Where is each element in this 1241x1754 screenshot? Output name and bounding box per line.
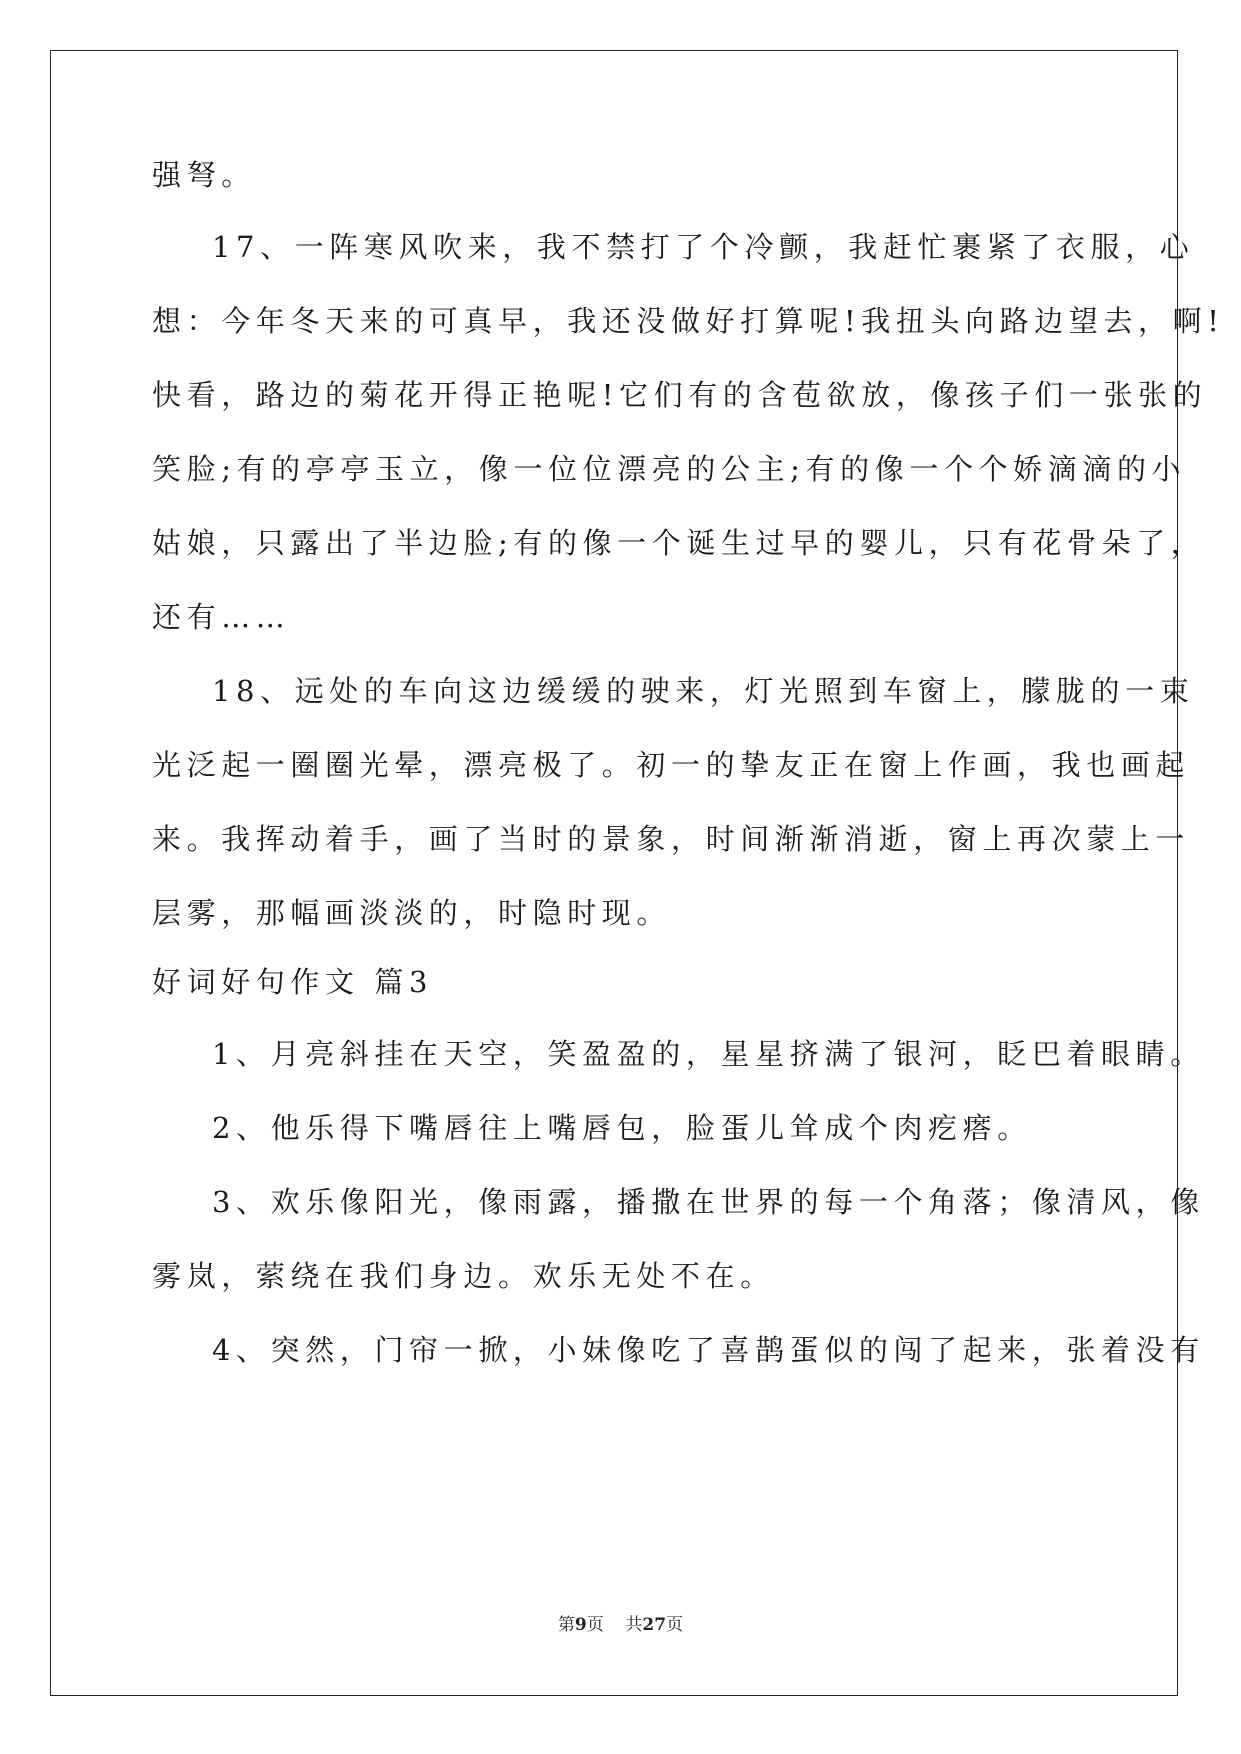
page-border xyxy=(50,50,1178,1696)
text-line: 1、月亮斜挂在天空，笑盈盈的，星星挤满了银河，眨巴着眼睛。 xyxy=(212,1037,1205,1071)
text-line: 17、一阵寒风吹来，我不禁打了个冷颤，我赶忙裹紧了衣服，心 xyxy=(212,230,1195,264)
page-footer xyxy=(0,1610,1241,1635)
text-line: 想：今年冬天来的可真早，我还没做好打算呢!我扭头向路边望去，啊! xyxy=(152,304,1225,338)
text-line: 2、他乐得下嘴唇往上嘴唇包，脸蛋儿耸成个肉疙瘩。 xyxy=(212,1111,1032,1145)
footer-page-mid: 页 共 xyxy=(586,1615,643,1635)
text-line: 光泛起一圈圈光晕，漂亮极了。初一的挚友正在窗上作画，我也画起 xyxy=(152,748,1191,782)
text-line: 4、突然，门帘一掀，小妹像吃了喜鹊蛋似的闯了起来，张着没有 xyxy=(212,1333,1205,1367)
text-line: 18、远处的车向这边缓缓的驶来，灯光照到车窗上，朦胧的一束 xyxy=(212,674,1195,708)
text-line: 层雾，那幅画淡淡的，时隐时现。 xyxy=(152,896,672,930)
section-heading: 好词好句作文 篇3 xyxy=(152,965,434,999)
text-line: 姑娘，只露出了半边脸;有的像一个诞生过早的婴儿，只有花骨朵了， xyxy=(152,526,1206,560)
text-line: 强弩。 xyxy=(152,158,256,192)
text-line: 笑脸;有的亭亭玉立，像一位位漂亮的公主;有的像一个个娇滴滴的小 xyxy=(152,452,1187,486)
text-line: 雾岚，萦绕在我们身边。欢乐无处不在。 xyxy=(152,1259,775,1293)
text-line: 3、欢乐像阳光，像雨露，播撒在世界的每一个角落；像清风，像 xyxy=(212,1185,1205,1219)
total-pages-number: 27 xyxy=(642,1615,667,1635)
footer-page-prefix: 第 xyxy=(557,1615,575,1635)
current-page-number: 9 xyxy=(574,1615,587,1635)
text-line: 来。我挥动着手，画了当时的景象，时间渐渐消逝，窗上再次蒙上一 xyxy=(152,822,1191,856)
text-line: 快看，路边的菊花开得正艳呢!它们有的含苞欲放，像孩子们一张张的 xyxy=(152,378,1208,412)
footer-page-suffix: 页 xyxy=(666,1615,684,1635)
text-line: 还有…… xyxy=(152,600,291,634)
